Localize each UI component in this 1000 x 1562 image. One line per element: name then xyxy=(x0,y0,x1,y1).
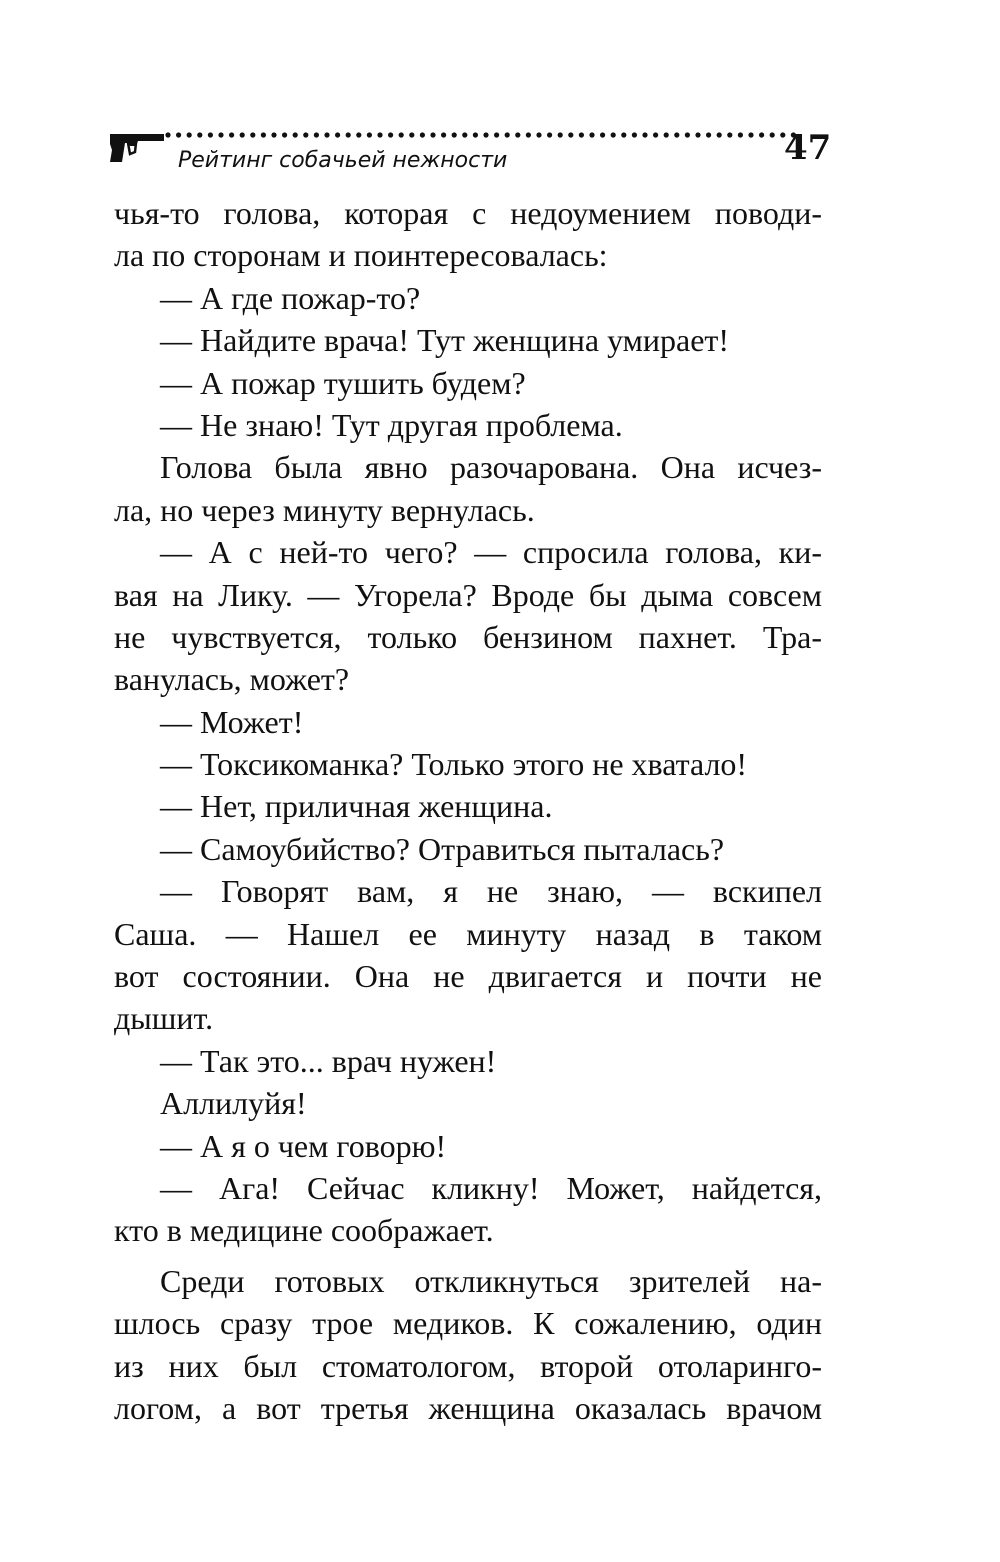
rule-dot xyxy=(176,132,181,137)
rule-dot xyxy=(547,132,552,137)
body-text xyxy=(114,192,822,1429)
text-line: — Токсикоманка? Только этого не хватало! xyxy=(160,746,748,783)
text-line: вая на Лику. — Угорела? Вроде бы дыма совсем xyxy=(114,576,822,613)
text-line: — Самоубийство? Отравиться пыталась? xyxy=(160,830,725,867)
rule-dot xyxy=(314,132,319,137)
rule-dot xyxy=(664,132,669,137)
rule-dot xyxy=(579,132,584,137)
rule-dot xyxy=(324,132,329,137)
rule-dot xyxy=(536,132,541,137)
text-line: из них был стоматологом, второй отоларинго- xyxy=(114,1347,822,1384)
rule-dot xyxy=(695,132,700,137)
rule-dot xyxy=(770,132,775,137)
rule-dot xyxy=(356,132,361,137)
text-line: не чувствуется, только бензином пахнет. Тра- xyxy=(114,618,822,655)
rule-dot xyxy=(430,132,435,137)
text-line: логом, а вот третья женщина оказалась врачом xyxy=(114,1389,822,1426)
text-line: — А я о чем говорю! xyxy=(160,1127,447,1164)
rule-dot xyxy=(505,132,510,137)
rule-dot xyxy=(303,132,308,137)
rule-dot xyxy=(409,132,414,137)
text-line: — Найдите врача! Тут женщина умирает! xyxy=(160,322,730,359)
text-line: — А пожар тушить будем? xyxy=(160,364,526,401)
rule-dot xyxy=(271,132,276,137)
rule-dot xyxy=(293,132,298,137)
header-dotted-rule xyxy=(164,128,800,142)
rule-dot xyxy=(197,132,202,137)
rule-dot xyxy=(674,132,679,137)
rule-dot xyxy=(706,132,711,137)
text-line: Голова была явно разочарована. Она исчез- xyxy=(160,449,822,486)
rule-dot xyxy=(642,132,647,137)
rule-dot xyxy=(420,132,425,137)
rule-dot xyxy=(187,132,192,137)
rule-dot xyxy=(240,132,245,137)
rule-dot xyxy=(388,132,393,137)
rule-dot xyxy=(208,132,213,137)
text-line: чья-то голова, которая с недоумением поводи- xyxy=(114,195,822,231)
rule-dot xyxy=(621,132,626,137)
text-line: — А где пожар-то? xyxy=(160,279,421,316)
rule-dot xyxy=(282,132,287,137)
rule-dot xyxy=(727,132,732,137)
rule-dot xyxy=(748,132,753,137)
text-line: шлось сразу трое медиков. К сожалению, один xyxy=(114,1305,822,1342)
text-line: ла по сторонам и поинтересовалась: xyxy=(114,237,608,274)
text-line: вот состоянии. Она не двигается и почти не xyxy=(114,958,822,995)
rule-dot xyxy=(473,132,478,137)
rule-dot xyxy=(483,132,488,137)
rule-dot xyxy=(600,132,605,137)
running-header xyxy=(108,126,832,186)
text-line: Среди готовых откликнуться зрителей на- xyxy=(160,1262,822,1299)
text-line: — А с ней-то чего? — спросила голова, ки- xyxy=(160,534,822,571)
text-line: — Нет, приличная женщина. xyxy=(160,788,553,825)
rule-dot xyxy=(261,132,266,137)
rule-dot xyxy=(611,132,616,137)
rule-dot xyxy=(738,132,743,137)
rule-dot xyxy=(632,132,637,137)
text-line: Аллилуйя! xyxy=(160,1085,307,1122)
rule-dot xyxy=(653,132,658,137)
rule-dot xyxy=(377,132,382,137)
rule-dot xyxy=(589,132,594,137)
rule-dot xyxy=(759,132,764,137)
rule-dot xyxy=(494,132,499,137)
rule-dot xyxy=(717,132,722,137)
running-title: Рейтинг собачьей нежности xyxy=(178,148,508,173)
text-line: ванулась, может? xyxy=(114,661,350,698)
page-number: 47 xyxy=(784,128,832,168)
text-line: ла, но через минуту вернулась. xyxy=(114,491,535,528)
rule-dot xyxy=(165,132,170,137)
rule-dot xyxy=(399,132,404,137)
rule-dot xyxy=(568,132,573,137)
text-line: — Так это... врач нужен! xyxy=(160,1042,497,1079)
pistol-icon xyxy=(108,128,168,168)
rule-dot xyxy=(462,132,467,137)
rule-dot xyxy=(250,132,255,137)
rule-dot xyxy=(685,132,690,137)
rule-dot xyxy=(367,132,372,137)
rule-dot xyxy=(346,132,351,137)
rule-dot xyxy=(558,132,563,137)
text-line: кто в медицине соображает. xyxy=(114,1212,494,1249)
rule-dot xyxy=(335,132,340,137)
text-line: — Ага! Сейчас кликну! Может, найдется, xyxy=(160,1169,822,1206)
text-line: — Может! xyxy=(160,703,304,740)
rule-dot xyxy=(452,132,457,137)
text-line: Саша. — Нашел ее минуту назад в таком xyxy=(114,915,822,952)
rule-dot xyxy=(515,132,520,137)
rule-dot xyxy=(229,132,234,137)
rule-dot xyxy=(526,132,531,137)
text-line: — Говорят вам, я не знаю, — вскипел xyxy=(160,873,822,910)
text-line: дышит. xyxy=(114,1000,214,1037)
rule-dot xyxy=(441,132,446,137)
text-line: — Не знаю! Тут другая проблема. xyxy=(160,406,623,443)
rule-dot xyxy=(218,132,223,137)
